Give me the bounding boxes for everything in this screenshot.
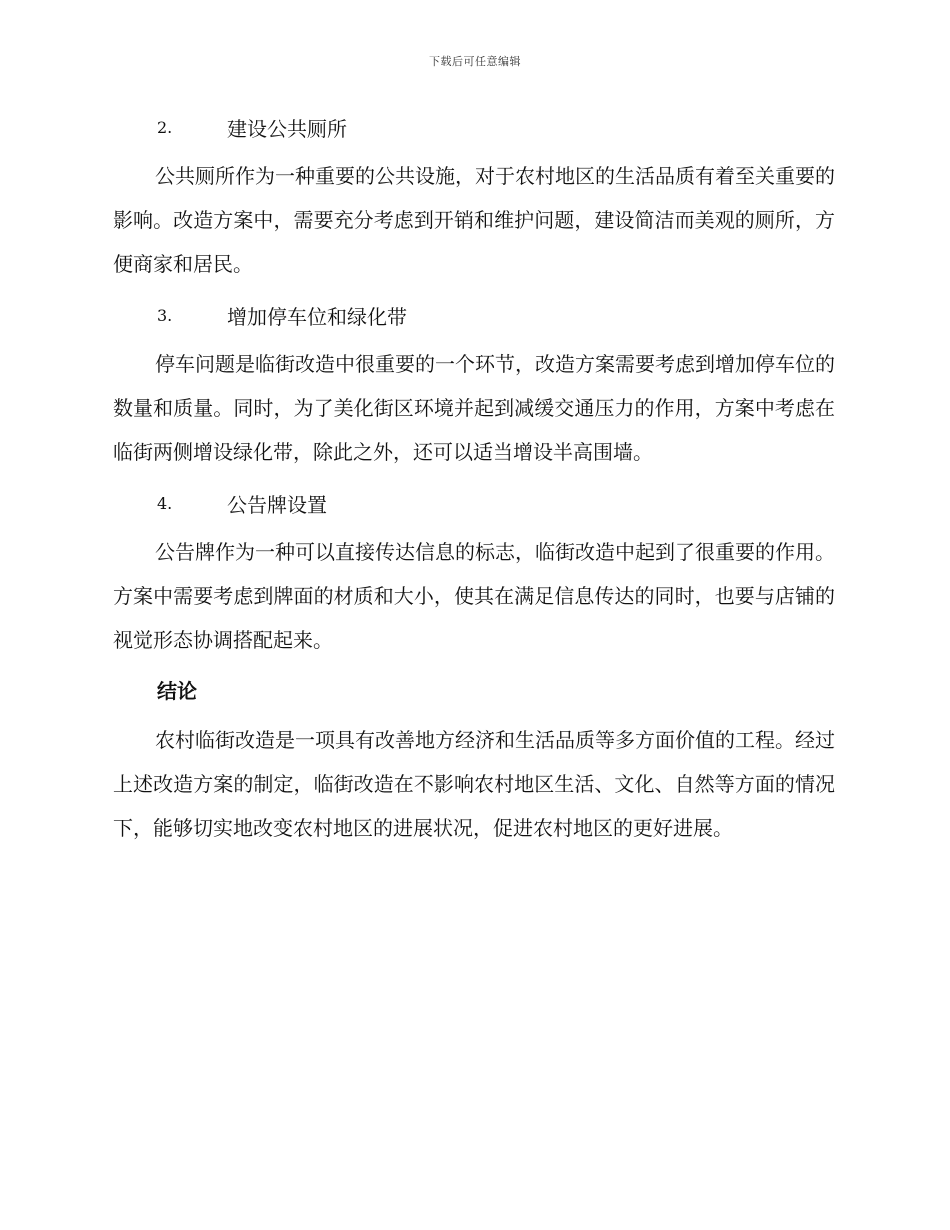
item-paragraph: 停车问题是临街改造中很重要的一个环节，改造方案需要考虑到增加停车位的数量和质量。同时，为了美化街区环境并起到减缓交通压力的作用，方案中考虑在临街两侧增设绿化带，除此之外，还可以适当增设半高围墙。: [113, 352, 835, 464]
conclusion-paragraph: 农村临街改造是一项具有改善地方经济和生活品质等多方面价值的工程。经过上述改造方案的制定，临街改造在不影响农村地区生活、文化、自然等方面的情况下，能够切实地改变农村地区的进展状况，促进农村地区的更好进展。: [113, 728, 835, 840]
item-heading-3: [113, 298, 835, 332]
item-title: 建设公共厕所: [227, 116, 347, 141]
conclusion-heading: 结论: [157, 679, 197, 703]
item-title: 公告牌设置: [227, 492, 327, 517]
item-number: 4.: [157, 493, 173, 513]
item-title: 增加停车位和绿化带: [227, 304, 407, 329]
document-body: [113, 110, 835, 862]
item-paragraph: 公告牌作为一种可以直接传达信息的标志，临街改造中起到了很重要的作用。方案中需要考虑到牌面的材质和大小，使其在满足信息传达的同时，也要与店铺的视觉形态协调搭配起来。: [113, 540, 835, 652]
item-heading-4: [113, 486, 835, 520]
item-heading-2: [113, 110, 835, 144]
page-header: 下载后可任意编辑: [429, 55, 521, 68]
item-number: 3.: [157, 305, 173, 325]
item-number: 2.: [157, 117, 173, 137]
item-paragraph: 公共厕所作为一种重要的公共设施，对于农村地区的生活品质有着至关重要的影响。改造方案中，需要充分考虑到开销和维护问题，建设简洁而美观的厕所，方便商家和居民。: [113, 164, 835, 276]
